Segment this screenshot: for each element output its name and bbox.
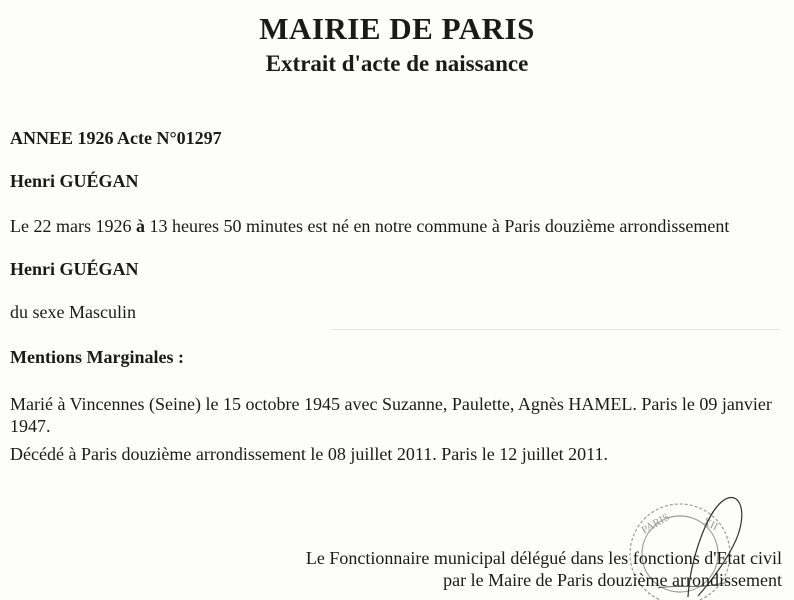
page-title: MAIRIE DE PARIS [259,11,535,46]
birth-statement-rest: 13 heures 50 minutes est né en notre commune à Paris douzième arrondissement [144,216,730,236]
birth-statement [10,215,729,237]
stamp-text-right: XII [700,515,720,534]
faint-rule [330,329,780,330]
stamp-text-left: PARIS [639,511,672,537]
person-name-heading: Henri GUÉGAN [10,171,139,191]
mentions-heading: Mentions Marginales : [10,347,184,367]
birth-statement-a: à [135,216,145,236]
act-number-line: ANNEE 1926 Acte N°01297 [10,128,222,148]
death-mention: Décédé à Paris douzième arrondissement le 08 juillet 2011. Paris le 12 juillet 2011. [10,444,609,464]
marriage-mention: Marié à Vincennes (Seine) le 15 octobre 1945 avec Suzanne, Paulette, Agnès HAMEL. Paris le 09 janvier 1947. [10,394,772,436]
signatory-line-2: par le Maire de Paris douzième arrondissement [443,570,782,590]
signatory-line-1: Le Fonctionnaire municipal délégué dans les fonctions d'Etat civil [305,548,782,568]
person-name-repeat: Henri GUÉGAN [10,259,139,279]
document-subtitle: Extrait d'acte de naissance [265,51,529,76]
birth-statement-date: Le 22 mars 1926 [10,216,136,236]
sex-line: du sexe Masculin [10,302,136,322]
